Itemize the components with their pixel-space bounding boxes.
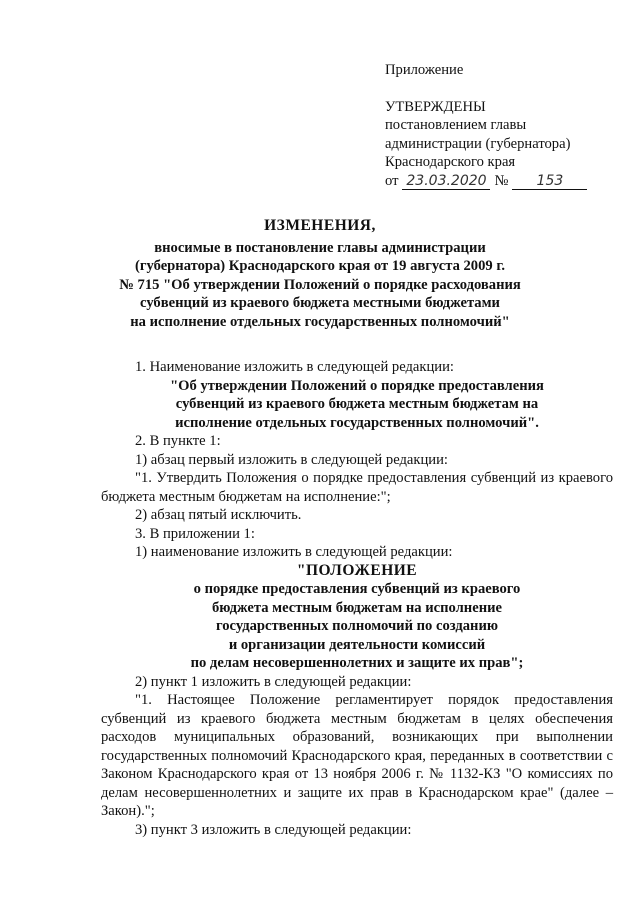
item-3: 3. В приложении 1: bbox=[135, 525, 255, 542]
approval-date: 23.03.2020 bbox=[402, 173, 490, 190]
item-3-sub-2: 2) пункт 1 изложить в следующей редакции: bbox=[135, 673, 412, 690]
title-line: субвенций из краевого бюджета местными бюджетами bbox=[140, 295, 500, 311]
number-label: № bbox=[494, 172, 509, 189]
item-2-quote: "1. Утвердить Положения о порядке предоставления субвенций из краевого бюджета местным бюджетам на исполнение:"; bbox=[101, 470, 613, 505]
item-2-sub-1: 1) абзац первый изложить в следующей редакции: bbox=[135, 451, 448, 468]
approval-number: 153 bbox=[512, 173, 587, 190]
document-body bbox=[101, 358, 613, 839]
document-title bbox=[90, 217, 550, 331]
position-line: и организации деятельности комиссий bbox=[228, 636, 486, 653]
from-label: от bbox=[385, 172, 399, 189]
title-line: на исполнение отдельных государственных полномочий" bbox=[130, 313, 510, 330]
item-2: 2. В пункте 1: bbox=[135, 433, 221, 449]
item-3-sub-1: 1) наименование изложить в следующей редакции: bbox=[135, 544, 453, 560]
position-line: государственных полномочий по созданию bbox=[215, 618, 499, 634]
position-title: "ПОЛОЖЕНИЕ bbox=[296, 561, 418, 579]
position-line: по делам несовершеннолетних и защите их прав"; bbox=[190, 655, 524, 671]
approval-line-1: постановлением главы bbox=[385, 117, 527, 133]
approval-line-3: Краснодарского края bbox=[385, 154, 516, 170]
approval-date-row bbox=[385, 172, 625, 191]
appendix-label: Приложение bbox=[385, 62, 464, 78]
approved-label: УТВЕРЖДЕНЫ bbox=[385, 98, 486, 115]
position-line: бюджета местным бюджетам на исполнение bbox=[211, 599, 502, 616]
title-heading: ИЗМЕНЕНИЯ, bbox=[264, 217, 376, 234]
position-line: о порядке предоставления субвенций из краевого bbox=[193, 581, 521, 597]
title-line: № 715 "Об утверждении Положений о порядке расходования bbox=[119, 276, 521, 293]
item-2-sub-2: 2) абзац пятый исключить. bbox=[135, 507, 302, 523]
title-line: (губернатора) Краснодарского края от 19 августа 2009 г. bbox=[135, 258, 505, 274]
item-1-quote: "Об утверждении Положений о порядке предоставления субвенций из краевого бюджета местным бюджетам на исполнение отдельных государственных полномочий". bbox=[170, 377, 544, 431]
item-3-sub-3: 3) пункт 3 изложить в следующей редакции: bbox=[135, 821, 412, 838]
approval-stamp bbox=[385, 61, 625, 190]
item-3-quote: "1. Настоящее Положение регламентирует порядок предоставления субвенций из краевого бюджета местным бюджетам в целях обеспечения расходов муниципальных образований, возникающих при выполнении государственных полномочий Краснодарского края, переданных в соответствии с Законом Краснодарского края от 13 ноября 2006 г. № 1132-КЗ "О комиссиях по делам несовершеннолетних и защите их прав в Краснодарском крае" (далее – Закон)."; bbox=[101, 692, 613, 819]
title-line: вносимые в постановление главы администрации bbox=[154, 239, 486, 256]
approval-line-2: администрации (губернатора) bbox=[385, 135, 571, 152]
item-1: 1. Наименование изложить в следующей редакции: bbox=[135, 359, 454, 375]
